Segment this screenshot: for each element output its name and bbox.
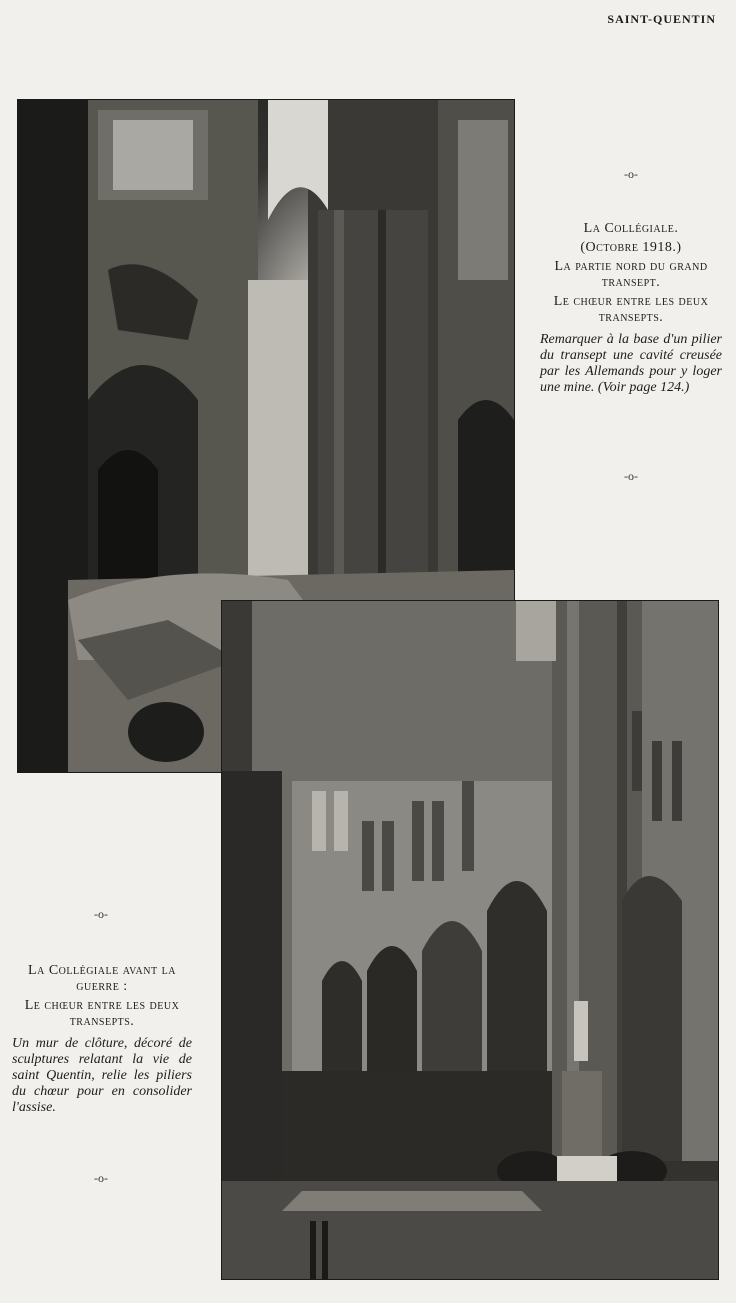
caption-bottom-subtitle: Le chœur entre les deux transepts.	[24, 998, 180, 1029]
caption-top-date: (Octobre 1918.)	[580, 240, 682, 255]
caption-top-body: Remarquer à la base d'un pilier du transept une cavité creusée par les Allemands pour y loger une mine. (Voir page 124.)	[540, 332, 722, 395]
caption-bottom	[12, 960, 192, 1116]
caption-top-title: La Collégiale.	[583, 221, 679, 236]
photo-choir-before-war	[222, 601, 718, 1279]
ornament: -o-	[624, 469, 638, 483]
ornament: -o-	[94, 907, 108, 921]
caption-top	[540, 218, 722, 396]
caption-bottom-body: Un mur de clôture, décoré de sculptures relatant la vie de saint Quentin, relie les piliers du chœur pour en consolider l'assise.	[12, 1036, 192, 1115]
caption-bottom-title: La Collégiale avant la guerre :	[28, 963, 176, 994]
photo-choir-before-war-image	[222, 601, 718, 1279]
running-header: SAINT-QUENTIN	[607, 12, 716, 26]
caption-top-subtitle-2: Le chœur entre les deux transepts.	[553, 294, 709, 325]
caption-top-subtitle-1: La partie nord du grand transept.	[554, 259, 708, 290]
ornament: -o-	[94, 1171, 108, 1185]
ornament: -o-	[624, 167, 638, 181]
